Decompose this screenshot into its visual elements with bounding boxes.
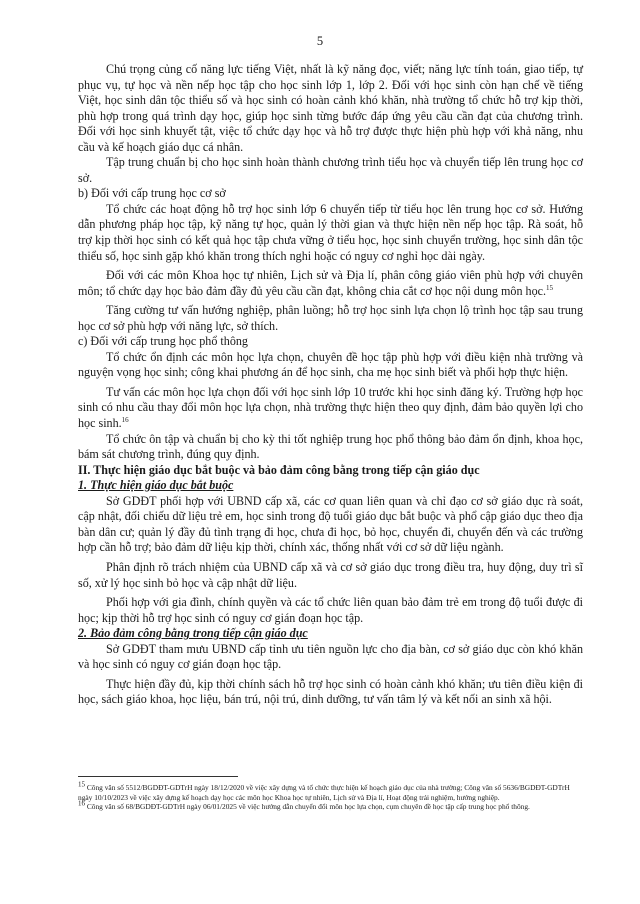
paragraph-exam-preparation: Tổ chức ôn tập và chuẩn bị cho kỳ thi tốt nghiệp trung học phổ thông bảo đảm ổn định, khoa học, bám sát chương trình, đúng quy định. <box>78 431 583 462</box>
paragraph-grade10-advice: Tư vấn các môn học lựa chọn đối với học sinh lớp 10 trước khi học sinh đăng ký. Trường hợp học sinh có nhu cầu thay đổi môn học lựa chọn, nhà trường thực hiện theo quy định, đảm bảo quyền lợi cho học sinh.$^{16}$ <box>78 384 583 431</box>
section-heading-ii: II. Thực hiện giáo dục bắt buộc và bảo đảm công bằng trong tiếp cận giáo dục <box>78 462 480 477</box>
paragraph-support-policy: Thực hiện đầy đủ, kịp thời chính sách hỗ trợ học sinh có hoàn cảnh khó khăn; ưu tiên điều kiện đi học, sách giáo khoa, học liệu, bán trú, nội trú, dinh dưỡng, tư vấn tâm lý và kết nối an sinh xã hội. <box>78 676 583 707</box>
page-number: 5 <box>316 34 324 48</box>
footnote-16: $^{16}$ Công văn số 68/BGDĐT-GDTrH ngày 06/01/2025 về việc hướng dẫn chuyển đổi môn học lựa chọn, cụm chuyên đề học tập cấp trung học phổ thông. <box>78 799 530 812</box>
body-text <box>78 62 583 708</box>
footnote-ref-16: 16 <box>121 416 129 424</box>
subheading-lower-secondary: b) Đối với cấp trung học cơ sở <box>78 186 226 201</box>
paragraph-primary-transition: Tập trung chuẩn bị cho học sinh hoàn thành chương trình tiểu học và chuyển tiếp lên trung học cơ sở. <box>78 155 583 185</box>
footnote-divider <box>78 776 238 777</box>
paragraph-integrated-subjects: Đối với các môn Khoa học tự nhiên, Lịch sử và Địa lí, phân công giáo viên phù hợp với chuyên môn; tổ chức dạy học bảo đảm đầy đủ yêu cầu cần đạt, không chia cắt cơ học nội dung môn học.$^{15}$ <box>78 268 583 298</box>
subheading-upper-secondary: c) Đối với cấp trung học phổ thông <box>78 334 248 349</box>
subsection-heading-1: 1. Thực hiện giáo dục bắt buộc <box>78 478 234 493</box>
paragraph-data-review: Sở GDĐT phối hợp với UBND cấp xã, các cơ quan liên quan và chỉ đạo cơ sở giáo dục rà soát, cập nhật, đối chiếu dữ liệu trẻ em, học sinh trong độ tuổi giáo dục bắt buộc và phổ cập giáo dục theo địa bàn dân cư; quản lý đầy đủ tình trạng đi học, chưa đi học, bỏ học, chuyển đi, chuyển đến và các trường hợp cần hỗ trợ; bảo đảm dữ liệu kịp thời, chính xác, thống nhất với cơ sở dữ liệu ngành. <box>78 493 583 555</box>
paragraph-career-guidance: Tăng cường tư vấn hướng nghiệp, phân luồng; hỗ trợ học sinh lựa chọn lộ trình học tập sau trung học cơ sở phù hợp với năng lực, sở thích. <box>78 303 583 333</box>
paragraph-responsibility: Phân định rõ trách nhiệm của UBND cấp xã và cơ sở giáo dục trong điều tra, huy động, duy trì sĩ số, xử lý học sinh bỏ học và cập nhật dữ liệu. <box>78 559 583 590</box>
paragraph-primary-support: Chú trọng củng cố năng lực tiếng Việt, nhất là kỹ năng đọc, viết; năng lực tính toán, giao tiếp, tự phục vụ, tự học và nền nếp học tập cho học sinh lớp 1, lớp 2. Đối với học sinh còn hạn chế về tiếng Việt, học sinh dân tộc thiểu số và học sinh có hoàn cảnh khó khăn, nhà trường tổ chức hỗ trợ kịp thời, phù hợp trong quá trình dạy học, giúp học sinh từng bước đáp ứng yêu cầu cần đạt của chương trình. Đối với học sinh khuyết tật, việc tổ chức dạy học và hỗ trợ được thực hiện phù hợp với khả năng, nhu cầu và kế hoạch giáo dục cá nhân. <box>78 62 583 154</box>
paragraph-elective-subjects: Tổ chức ổn định các môn học lựa chọn, chuyên đề học tập phù hợp với điều kiện nhà trường và nguyện vọng học sinh; công khai phương án để học sinh, cha mẹ học sinh biết và phối hợp thực hiện. <box>78 349 583 380</box>
subsection-heading-2: 2. Bảo đảm công bằng trong tiếp cận giáo dục <box>78 626 308 641</box>
paragraph-family-coordination: Phối hợp với gia đình, chính quyền và các tổ chức liên quan bảo đảm trẻ em trong độ tuổi được đi học; kịp thời hỗ trợ học sinh có nguy cơ gián đoạn học tập. <box>78 595 583 625</box>
footnotes <box>78 776 583 812</box>
footnote-15: $^{15}$ Công văn số 5512/BGDĐT-GDTrH ngày 18/12/2020 về việc xây dựng và tổ chức thực hiện kế hoạch giáo dục của nhà trường; Công văn số 5636/BGDĐT-GDTrH ngày 10/10/2023 về việc xây dựng kế hoạch dạy học các môn học Khoa học tự nhiên, Lịch sử và Địa lí, Hoạt động trải nghiệm, hướng nghiệp. <box>78 780 570 802</box>
paragraph-grade6-support: Tổ chức các hoạt động hỗ trợ học sinh lớp 6 chuyển tiếp từ tiểu học lên trung học cơ sở. Hướng dẫn phương pháp học tập, kỹ năng tự học, quản lý thời gian và thực hiện nền nếp học tập. Rà soát, hỗ trợ kịp thời học sinh có kết quả học tập chưa vững ở tiểu học, học sinh chuyển trường, học sinh dân tộc thiểu số, học sinh gặp khó khăn trong thích nghi hoặc có nguy cơ nghỉ học dài ngày. <box>78 201 583 263</box>
paragraph-resource-priority: Sở GDĐT tham mưu UBND cấp tỉnh ưu tiên nguồn lực cho địa bàn, cơ sở giáo dục còn khó khăn và học sinh có nguy cơ gián đoạn học tập. <box>78 641 583 672</box>
footnote-ref-15: 15 <box>546 283 554 292</box>
